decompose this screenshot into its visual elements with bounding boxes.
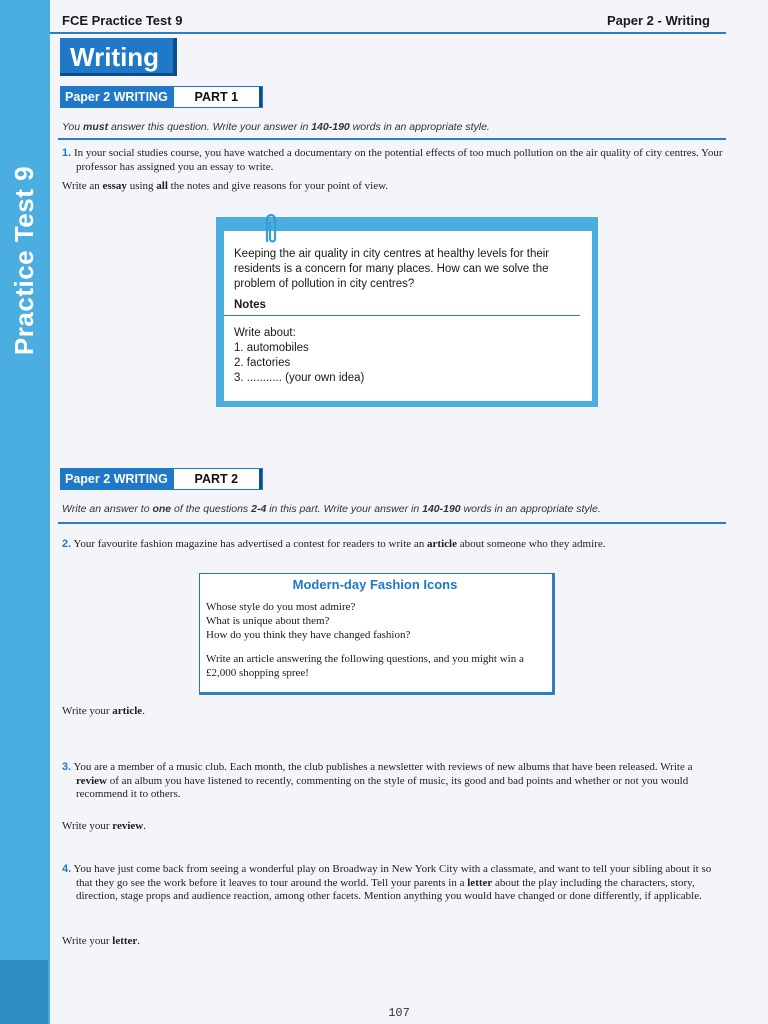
task-2-write-article: article: [112, 705, 143, 717]
task-4-number: 4.: [62, 863, 72, 875]
task-2-text-article: article: [427, 538, 457, 550]
part1-tag-part: PART 1: [174, 87, 262, 107]
notes-rule: [224, 315, 580, 316]
task-1-instr-all: all: [156, 180, 168, 192]
task-4-write-c: .: [137, 935, 141, 947]
task-2-write-a: Write your: [62, 705, 113, 717]
task-2-number: 2.: [62, 538, 72, 550]
fashion-icons-footer: Write an article answering the following questions, and you might win a £2,000 shopping spree!: [206, 653, 524, 679]
task-1-text: In your social studies course, you have watched a documentary on the potential effects of too much pollution on the air quality of city centres. Your professor has assigned you an essay to write.: [73, 147, 723, 173]
paperclip-icon: [262, 211, 280, 247]
task-2-text-c: about someone who they admire.: [456, 538, 606, 550]
header-test-title: FCE Practice Test 9: [62, 13, 183, 28]
page-header: [62, 13, 724, 33]
part2-tag-part: PART 2: [174, 469, 262, 489]
notes-item-1: 1. automobiles: [234, 342, 309, 354]
task-4-text-letter: letter: [467, 876, 493, 889]
fashion-icons-line-2: What is unique about them?: [206, 615, 330, 627]
side-band-label-wrap: [0, 0, 50, 370]
part1-tag: [60, 86, 263, 108]
part2-tag-paper: Paper 2 WRITING: [61, 469, 174, 489]
task-1-instr-c: using: [126, 180, 157, 192]
notes-card: [224, 231, 592, 401]
task-2-write: [62, 705, 726, 719]
part1-instr-c: answer this question. Write your answer in: [108, 121, 312, 133]
part2-instr-words: 140-190: [422, 503, 461, 515]
task-4-text-a: You have just come back from seeing a wonderful play on Broadway in New York City with a classmate, and want to tell your sibling about it so that they go see the work before it leaves to tour around the world. Tell your parents in a: [73, 863, 712, 889]
part1-instr-words: 140-190: [311, 121, 350, 133]
task-4-write: [62, 935, 726, 949]
part2-instr-e: in this part. Write your answer in: [266, 503, 423, 515]
fashion-icons-line-1: Whose style do you most admire?: [206, 601, 356, 613]
task-3-write: [62, 820, 726, 834]
notes-prompt: Keeping the air quality in city centres at healthy levels for their residents is a concern for many places. How can we solve the problem of pollution in city centres?: [234, 248, 550, 290]
task-3-text-review: review: [76, 774, 107, 787]
task-3-number: 3.: [62, 761, 72, 773]
task-3-write-review: review: [112, 820, 144, 832]
task-3-text-c: of an album you have listened to recently, commenting on the style of music, its good and bad points and whether or not you would recommend it to others.: [76, 774, 689, 800]
notes-item-2: 2. factories: [234, 357, 291, 369]
part2-instr-one: one: [152, 503, 172, 515]
task-1: [62, 147, 726, 194]
task-1-body: [62, 147, 726, 174]
task-3-write-c: .: [143, 820, 146, 832]
page-number: 107: [388, 1006, 410, 1020]
side-band-label: Practice Test 9: [9, 165, 40, 355]
part2-instr-c: of the questions: [171, 503, 252, 515]
part2-tag: [60, 468, 263, 490]
task-3-write-a: Write your: [62, 820, 113, 832]
task-1-instruction: [62, 180, 726, 194]
task-4: [62, 863, 726, 904]
fashion-icons-line-3: How do you think they have changed fashion?: [206, 629, 411, 641]
part1-instr-a: You: [62, 121, 84, 133]
task-3: [62, 761, 726, 802]
task-2-text-a: Your favourite fashion magazine has advertised a contest for readers to write an: [73, 538, 428, 550]
task-4-body: [62, 863, 726, 904]
part1-instruction: [62, 121, 490, 133]
task-1-instr-a: Write an: [62, 180, 103, 192]
part2-instruction: [62, 503, 601, 515]
task-3-body: [62, 761, 726, 802]
part1-instr-e: words in an appropriate style.: [349, 121, 490, 133]
part2-instr-range: 2-4: [251, 503, 267, 515]
task-2: [62, 538, 726, 552]
task-4-write-a: Write your: [62, 935, 113, 947]
part2-instr-g: words in an appropriate style.: [460, 503, 601, 515]
header-paper-title: Paper 2 - Writing: [606, 13, 710, 28]
fashion-icons-title: Modern-day Fashion Icons: [292, 577, 458, 592]
part2-rule: [58, 522, 726, 524]
task-1-instr-e: the notes and give reasons for your point of view.: [167, 180, 389, 192]
header-rule: [50, 32, 726, 34]
part2-instr-a: Write an answer to: [62, 503, 153, 515]
task-2-write-c: .: [142, 705, 145, 717]
fashion-icons-gap: [206, 642, 544, 652]
section-title: Writing: [60, 38, 177, 76]
part1-instr-must: must: [83, 121, 109, 133]
notes-item-3: 3. ........... (your own idea): [234, 372, 365, 384]
page-footer: [0, 1006, 768, 1020]
part1-rule: [58, 138, 726, 140]
notes-label: Notes: [234, 299, 266, 311]
task-4-write-letter: letter: [112, 935, 138, 947]
notes-write-about: Write about:: [234, 327, 296, 339]
task-1-instr-essay: essay: [102, 180, 127, 192]
task-3-text-a: You are a member of a music club. Each month, the club publishes a newsletter with reviews of new albums that have been released. Write a: [73, 761, 693, 773]
side-band: [0, 0, 50, 1024]
task-4-text-c: about the play including the characters, story, direction, stage props and audience reaction, among other facets. Mention anything you would have changed or done differently, if applicable.: [76, 876, 702, 902]
part1-tag-paper: Paper 2 WRITING: [61, 87, 174, 107]
task-2-body: [62, 538, 726, 552]
fashion-icons-box: [199, 573, 555, 695]
task-1-number: 1.: [62, 147, 72, 159]
